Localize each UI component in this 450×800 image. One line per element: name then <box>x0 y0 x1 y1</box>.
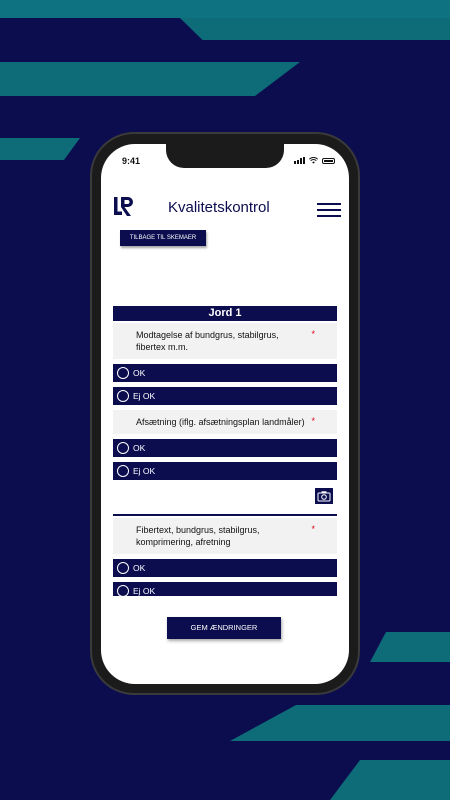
option-label: OK <box>133 368 146 378</box>
hamburger-menu-icon[interactable] <box>317 202 341 218</box>
background-stripe <box>0 62 300 96</box>
required-marker: * <box>311 329 315 339</box>
camera-icon[interactable] <box>315 488 333 504</box>
option-ok[interactable] <box>113 364 337 382</box>
option-label: OK <box>133 443 146 453</box>
option-ok[interactable] <box>113 559 337 577</box>
background-stripe <box>370 632 450 662</box>
question-text: Fibertext, bundgrus, stabilgrus, komprimering, afretning <box>136 525 260 547</box>
radio-icon[interactable] <box>117 465 129 477</box>
background-stripe <box>230 705 450 741</box>
save-changes-button[interactable]: GEM ÆNDRINGER <box>167 617 281 639</box>
status-icons <box>294 157 335 164</box>
option-label: OK <box>133 563 146 573</box>
question-item <box>113 410 337 434</box>
section-header: Jord 1 <box>113 306 337 321</box>
radio-icon[interactable] <box>117 585 129 596</box>
option-not-ok[interactable] <box>113 462 337 480</box>
required-marker: * <box>311 416 315 426</box>
option-ok[interactable] <box>113 439 337 457</box>
phone-notch <box>166 140 284 168</box>
back-to-forms-button[interactable]: TILBAGE TIL SKEMAER <box>120 230 206 246</box>
background-stripe <box>330 760 450 800</box>
page-title: Kvalitetskontrol <box>168 199 270 216</box>
background-stripe <box>0 138 80 160</box>
option-label: Ej OK <box>133 391 156 401</box>
lr-logo <box>113 196 135 218</box>
required-marker: * <box>311 524 315 534</box>
section-divider <box>113 514 337 516</box>
radio-icon[interactable] <box>117 442 129 454</box>
option-not-ok[interactable] <box>113 387 337 405</box>
battery-icon <box>322 158 335 164</box>
radio-icon[interactable] <box>117 390 129 402</box>
signal-icon <box>294 157 305 164</box>
inspection-form <box>113 306 337 596</box>
photo-row <box>113 480 337 514</box>
background-stripe <box>0 18 450 40</box>
question-item <box>113 323 337 359</box>
background-stripe <box>0 0 450 18</box>
status-time: 9:41 <box>122 156 141 166</box>
question-text: Afsætning (iflg. afsætningsplan landmåler) <box>136 417 305 427</box>
radio-icon[interactable] <box>117 562 129 574</box>
phone-screen <box>101 144 349 684</box>
option-label: Ej OK <box>133 586 156 596</box>
option-label: Ej OK <box>133 466 156 476</box>
wifi-icon <box>309 157 318 164</box>
question-item <box>113 518 337 554</box>
question-text: Modtagelse af bundgrus, stabilgrus, fibertex m.m. <box>136 330 279 352</box>
option-not-ok[interactable] <box>113 582 337 596</box>
radio-icon[interactable] <box>117 367 129 379</box>
